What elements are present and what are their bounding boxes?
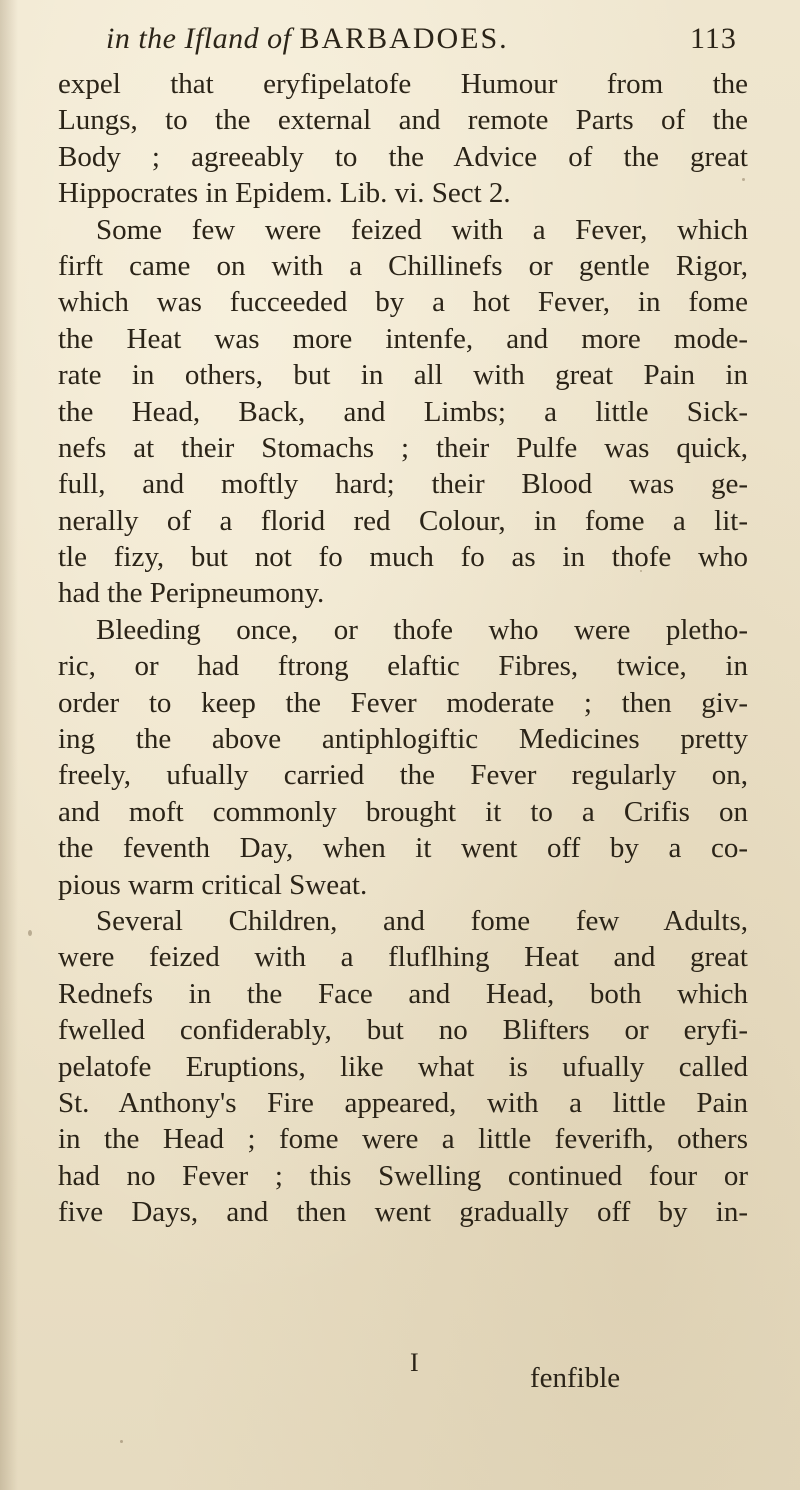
paper-speck (120, 1440, 123, 1443)
text-line: order to keep the Fever moderate ; then giv- (58, 686, 748, 719)
text-line: ing the above antiphlogiftic Medicines pretty (58, 723, 748, 756)
text-line: fwelled confiderably, but no Blifters or eryfi- (58, 1014, 748, 1047)
running-head-italic: in the Ifland of (106, 22, 292, 55)
text-line: Body ; agreeably to the Advice of the great (58, 140, 748, 173)
text-line: Lungs, to the external and remote Parts of the (58, 104, 748, 137)
text-line: Hippocrates in Epidem. Lib. vi. Sect 2. (58, 177, 511, 210)
text-line: in the Head ; fome were a little feverifh, others (58, 1123, 748, 1156)
text-line: pelatofe Eruptions, like what is ufually called (58, 1050, 748, 1083)
text-line: which was fucceeded by a hot Fever, in fome (58, 286, 748, 319)
text-line: rate in others, but in all with great Pain in (58, 359, 748, 392)
signature-mark: I (410, 1348, 419, 1377)
gutter-shadow (0, 0, 18, 1490)
text-line: Some few were feized with a Fever, which (96, 213, 748, 246)
paper-speck (742, 178, 745, 181)
catchword: fenfible (530, 1362, 621, 1394)
text-line: the feventh Day, when it went off by a co- (58, 832, 748, 865)
text-line: nerally of a florid red Colour, in fome a lit- (58, 504, 748, 537)
text-line: had no Fever ; this Swelling continued four or (58, 1159, 748, 1192)
text-line: ric, or had ftrong elaftic Fibres, twice, in (58, 650, 748, 683)
text-line: expel that eryfipelatofe Humour from the (58, 68, 748, 100)
paper-speck (28, 930, 32, 936)
text-line: firft came on with a Chillinefs or gentle Rigor, (58, 249, 748, 282)
text-line: had the Peripneumony. (58, 577, 325, 610)
body-text (58, 66, 748, 1231)
text-line: the Heat was more intenfe, and more mode- (58, 322, 748, 355)
text-line: Bleeding once, or thofe who were pletho- (96, 613, 748, 646)
text-line: Several Children, and fome few Adults, (96, 904, 748, 937)
paper-speck (640, 570, 642, 572)
text-line: St. Anthony's Fire appeared, with a little Pain (58, 1086, 748, 1119)
running-head (106, 22, 509, 56)
text-line: nefs at their Stomachs ; their Pulfe was quick, (58, 431, 748, 464)
text-line: freely, ufually carried the Fever regularly on, (58, 759, 748, 792)
text-line: tle fizy, but not fo much fo as in thofe who (58, 541, 748, 574)
text-line: and moft commonly brought it to a Crifis on (58, 795, 748, 828)
page-number: 113 (690, 22, 737, 55)
page-header (106, 22, 737, 68)
text-line: five Days, and then went gradually off by in- (58, 1196, 748, 1229)
text-line: the Head, Back, and Limbs; a little Sick- (58, 395, 748, 428)
text-line: Rednefs in the Face and Head, both which (58, 977, 748, 1010)
text-line: pious warm critical Sweat. (58, 868, 368, 901)
text-line: were feized with a fluflhing Heat and great (58, 941, 748, 974)
text-line: full, and moftly hard; their Blood was ge- (58, 468, 748, 501)
running-head-caps: BARBADOES. (299, 22, 509, 55)
